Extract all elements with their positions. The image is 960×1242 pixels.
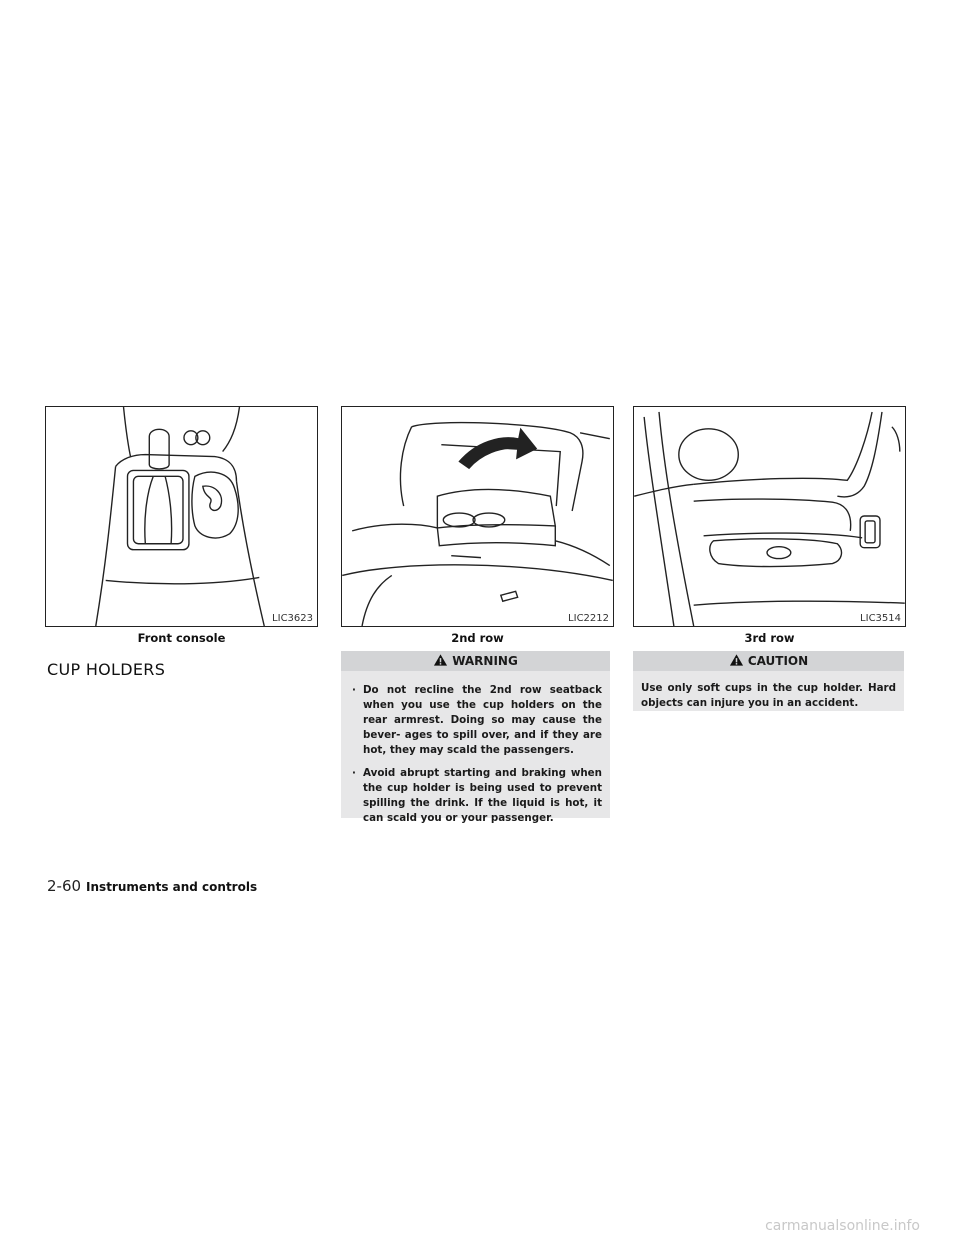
caution-header — [633, 651, 904, 671]
figure-code: LIC3623 — [272, 613, 313, 624]
figure-caption: Front console — [137, 631, 226, 645]
warning-list — [341, 671, 610, 842]
watermark: carmanualsonline.info — [765, 1218, 920, 1234]
warning-header — [341, 651, 610, 671]
figure-code: LIC2212 — [568, 613, 609, 624]
caution-text: Use only soft cups in the cup holder. Hard objects can injure you in an accident. — [641, 682, 896, 709]
caution-title: CAUTION — [747, 654, 809, 668]
figure-2nd-row — [341, 406, 614, 627]
figure-front-console — [45, 406, 318, 627]
warning-item: · Do not recline the 2nd row seatback when you use the cup holders on the rear armrest. Doing so may cause the bever- ages to spill over, and if they are hot, they may scald the passengers. — [349, 683, 602, 758]
warning-triangle-icon — [433, 653, 448, 670]
warning-title: WARNING — [452, 654, 518, 668]
second-row-seat-illustration — [342, 407, 613, 626]
page-number: 2-60 — [47, 877, 82, 895]
figure-code: LIC3514 — [860, 613, 901, 624]
figure-caption: 3rd row — [744, 631, 795, 645]
section-title: CUP HOLDERS — [47, 659, 166, 679]
figure-caption: 2nd row — [451, 631, 504, 645]
warning-box — [341, 651, 610, 824]
warning-item: · Avoid abrupt starting and braking when the cup holder is being used to prevent spilling the drink. If the liquid is hot, it can scald you or your passenger. — [349, 766, 602, 826]
front-console-illustration — [46, 407, 317, 626]
figure-3rd-row — [633, 406, 906, 627]
third-row-panel-illustration — [634, 407, 905, 626]
chapter-title: Instruments and controls — [86, 880, 258, 894]
caution-triangle-icon — [729, 653, 744, 670]
page-footer — [47, 877, 257, 895]
caution-box — [633, 651, 904, 711]
